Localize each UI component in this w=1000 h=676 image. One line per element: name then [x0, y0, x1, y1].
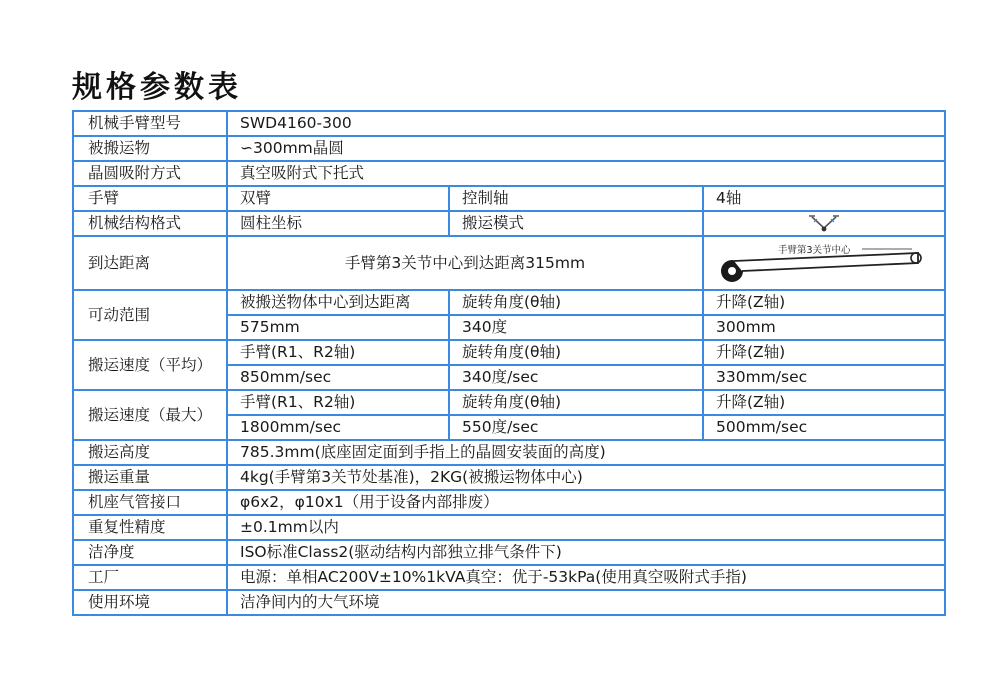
arm-reach-diagram [704, 239, 944, 287]
row-value-2: 4轴 [703, 186, 945, 211]
page-title: 规格参数表 [72, 70, 242, 105]
sub-header: 旋转角度(θ轴) [449, 290, 703, 315]
row-value: 手臂第3关节中心到达距离315mm [227, 236, 703, 290]
row-value: 真空吸附式下托式 [227, 161, 945, 186]
row-label-2: 控制轴 [449, 186, 703, 211]
sub-value: 330mm/sec [703, 365, 945, 390]
sub-header: 旋转角度(θ轴) [449, 390, 703, 415]
row-value: φ6x2，φ10x1（用于设备内部排废） [227, 490, 945, 515]
table-row [73, 540, 945, 565]
row-value: ISO标准Class2(驱动结构内部独立排气条件下) [227, 540, 945, 565]
row-value: 电源：单相AC200V±10%1kVA真空：优于-53kPa(使用真空吸附式手指) [227, 565, 945, 590]
row-label-2: 搬运模式 [449, 211, 703, 236]
sub-header: 手臂(R1、R2轴) [227, 390, 449, 415]
row-label: 到达距离 [73, 236, 227, 290]
row-label: 搬运速度（平均） [73, 340, 227, 390]
sub-value: 575mm [227, 315, 449, 340]
sub-value: 850mm/sec [227, 365, 449, 390]
table-row [73, 340, 945, 365]
table-row [73, 565, 945, 590]
sub-header: 手臂(R1、R2轴) [227, 340, 449, 365]
table-row [73, 290, 945, 315]
sub-value: 550度/sec [449, 415, 703, 440]
row-label: 晶圆吸附方式 [73, 161, 227, 186]
sub-value: 340度/sec [449, 365, 703, 390]
sub-header: 被搬送物体中心到达距离 [227, 290, 449, 315]
row-label: 机械手臂型号 [73, 111, 227, 136]
row-value: ∽300mm晶圆 [227, 136, 945, 161]
row-value: SWD4160-300 [227, 111, 945, 136]
sub-header: 升降(Z轴) [703, 390, 945, 415]
row-label: 机械结构格式 [73, 211, 227, 236]
sub-value: 1800mm/sec [227, 415, 449, 440]
table-row [73, 161, 945, 186]
table-row [73, 390, 945, 415]
diagram-label: 手臂第3关节中心 [778, 245, 851, 256]
sub-header: 升降(Z轴) [703, 340, 945, 365]
sub-value: 300mm [703, 315, 945, 340]
row-label: 被搬运物 [73, 136, 227, 161]
table-row [73, 111, 945, 136]
v-transfer-icon [804, 213, 844, 235]
table-row [73, 515, 945, 540]
spec-table [72, 110, 946, 616]
row-label: 搬运重量 [73, 465, 227, 490]
row-label: 机座气管接口 [73, 490, 227, 515]
table-row [73, 440, 945, 465]
table-row [73, 136, 945, 161]
reach-diagram-cell [703, 236, 945, 290]
sub-header: 升降(Z轴) [703, 290, 945, 315]
row-value: ±0.1mm以内 [227, 515, 945, 540]
table-row [73, 236, 945, 290]
row-label: 使用环境 [73, 590, 227, 615]
row-label: 重复性精度 [73, 515, 227, 540]
row-value: 785.3mm(底座固定面到手指上的晶圆安装面的高度) [227, 440, 945, 465]
row-value: 圆柱坐标 [227, 211, 449, 236]
table-row [73, 490, 945, 515]
row-label: 可动范围 [73, 290, 227, 340]
row-value: 双臂 [227, 186, 449, 211]
row-value: 洁净间内的大气环境 [227, 590, 945, 615]
row-label: 工厂 [73, 565, 227, 590]
row-label: 手臂 [73, 186, 227, 211]
sub-header: 旋转角度(θ轴) [449, 340, 703, 365]
sub-value: 340度 [449, 315, 703, 340]
table-row [73, 465, 945, 490]
table-row [73, 211, 945, 236]
row-label: 搬运速度（最大） [73, 390, 227, 440]
sub-value: 500mm/sec [703, 415, 945, 440]
row-label: 洁净度 [73, 540, 227, 565]
row-value: 4kg(手臂第3关节处基准)，2KG(被搬运物体中心) [227, 465, 945, 490]
transfer-mode-cell [703, 211, 945, 236]
row-label: 搬运高度 [73, 440, 227, 465]
table-row [73, 186, 945, 211]
table-row [73, 590, 945, 615]
